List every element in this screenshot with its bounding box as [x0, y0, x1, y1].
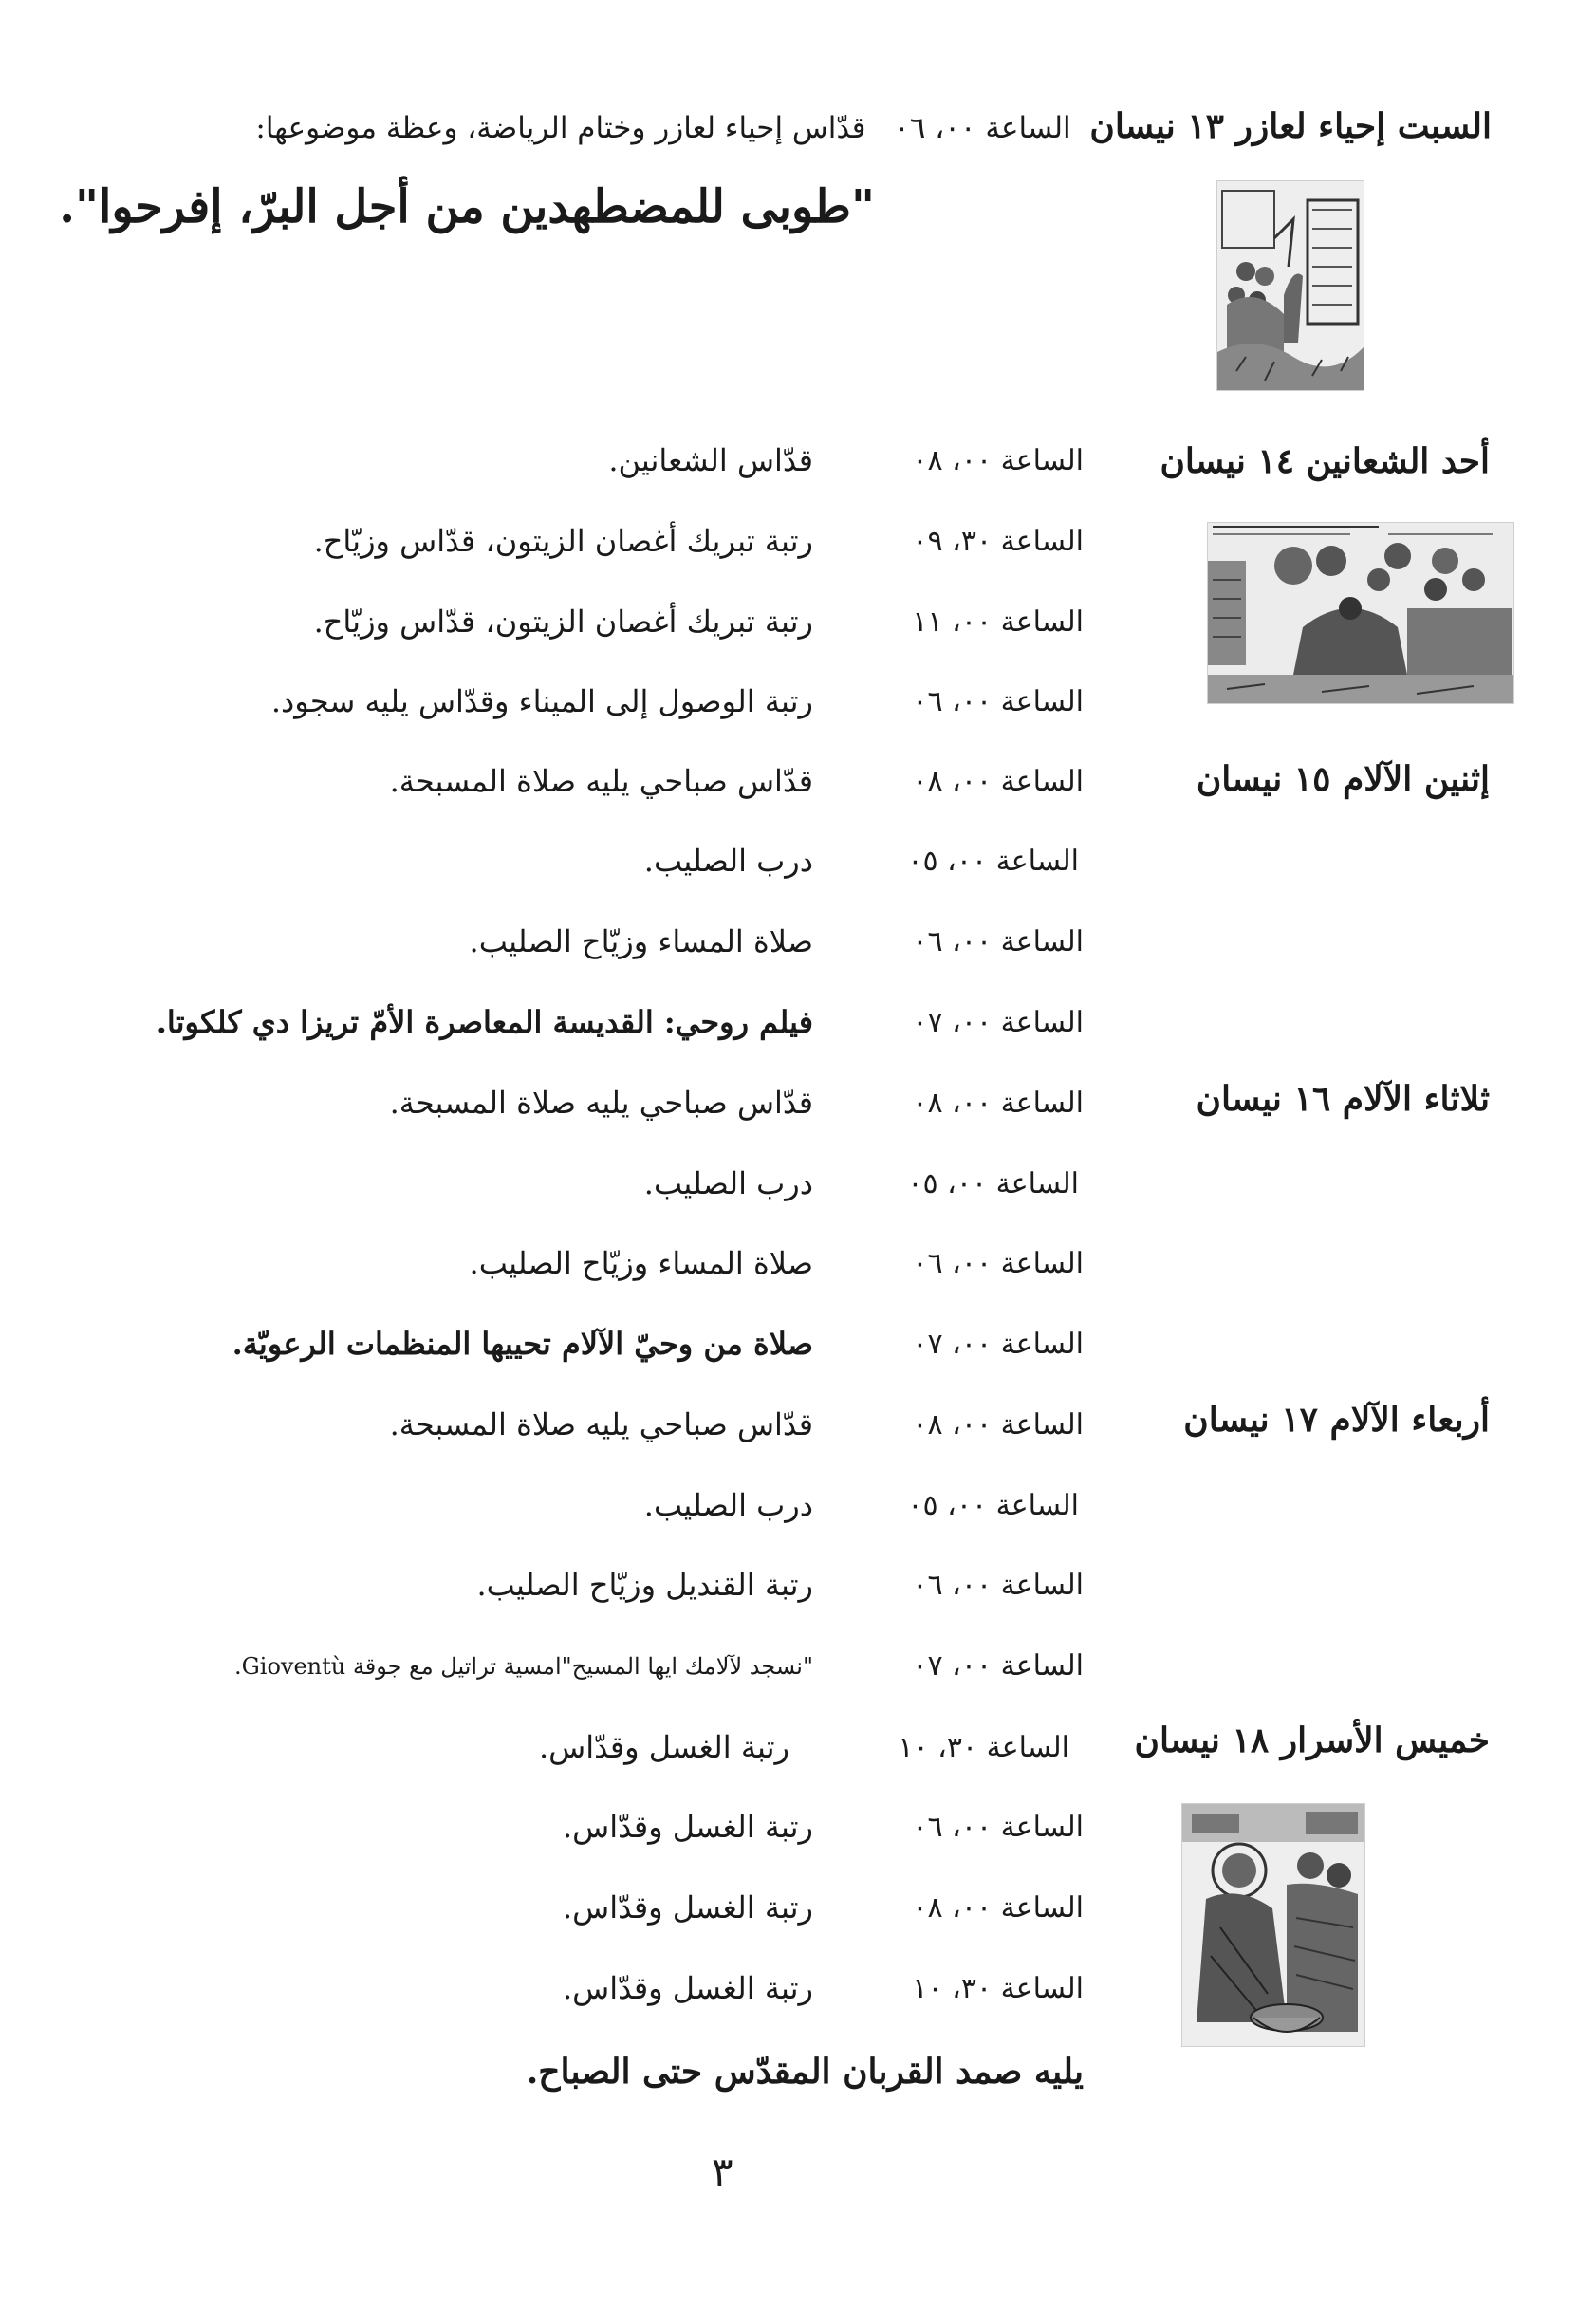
entry-time: الساعة ٠٠، ٠٧ — [912, 1649, 1084, 1683]
day-heading-holy-wednesday: أربعاء الآلام ١٧ نيسان — [1183, 1400, 1490, 1440]
entry-time: الساعة ٠٠، ٠٨ — [912, 1891, 1084, 1925]
entry-text: رتبة القنديل وزيّاح الصليب. — [476, 1567, 813, 1603]
header-quote: "طوبى للمضطهدين من أجل البرّ، إفرحوا". — [59, 180, 875, 233]
entry-time: الساعة ٣٠، ٠٩ — [912, 525, 1084, 558]
entry-time: الساعة ٠٠، ٠٦ — [912, 685, 1084, 718]
entry-text: فيلم روحي: القديسة المعاصرة الأمّ تريزا دي كلكوتا. — [156, 1004, 813, 1040]
entry-text: "نسجد لآلامك ايها المسيح"امسية تراتيل مع جوقة Gioventù. — [233, 1653, 813, 1680]
entry-text: قدّاس صباحي يليه صلاة المسبحة. — [389, 763, 813, 799]
entry-time: الساعة ٠٠، ٠٦ — [912, 1247, 1084, 1280]
entry-text: درب الصليب. — [643, 843, 813, 879]
palm-sunday-icon — [1207, 522, 1514, 704]
day-heading-palm-sunday: أحد الشعانين ١٤ نيسان — [1160, 441, 1490, 481]
entry-text: رتبة الغسل وقدّاس. — [562, 1970, 813, 2006]
entry-text: رتبة الغسل وقدّاس. — [562, 1809, 813, 1845]
entry-text: درب الصليب. — [643, 1165, 813, 1201]
foot-washing-icon — [1181, 1803, 1365, 2047]
entry-time: الساعة ٠٠، ٠٨ — [912, 765, 1084, 798]
entry-text: رتبة الوصول إلى الميناء وقدّاس يليه سجود. — [270, 683, 813, 719]
entry-text: رتبة الغسل وقدّاس. — [538, 1729, 789, 1765]
day-heading-holy-monday: إثنين الآلام ١٥ نيسان — [1196, 759, 1490, 799]
entry-text: قدّاس صباحي يليه صلاة المسبحة. — [389, 1085, 813, 1121]
header-text: قدّاس إحياء لعازر وختام الرياضة، وعظة موضوعها: — [255, 111, 866, 145]
entry-text: صلاة من وحيّ الآلام تحييها المنظمات الرعويّة. — [232, 1326, 813, 1362]
entry-time: الساعة ٠٠، ٠٦ — [912, 925, 1084, 958]
lazarus-icon — [1216, 180, 1364, 391]
entry-time: الساعة ٠٠، ٠٦ — [912, 1811, 1084, 1844]
page-number: ٣ — [712, 2149, 733, 2195]
entry-text: صلاة المساء وزيّاح الصليب. — [469, 923, 813, 959]
entry-text: صلاة المساء وزيّاح الصليب. — [469, 1245, 813, 1281]
closing-line: يليه صمد القربان المقدّس حتى الصباح. — [526, 2052, 1084, 2092]
entry-time: الساعة ٣٠، ١٠ — [912, 1972, 1084, 2005]
entry-time: الساعة ٠٠، ٠٨ — [912, 1408, 1084, 1442]
entry-time: الساعة ٠٠، ٠٥ — [907, 845, 1079, 878]
entry-time: الساعة ٣٠، ١٠ — [898, 1731, 1069, 1764]
entry-time: الساعة ٠٠، ٠٦ — [912, 1569, 1084, 1602]
header-line — [255, 106, 1492, 146]
entry-time: الساعة ٠٠، ١١ — [912, 605, 1084, 639]
day-heading-holy-tuesday: ثلاثاء الآلام ١٦ نيسان — [1196, 1079, 1490, 1119]
entry-text: درب الصليب. — [643, 1487, 813, 1523]
entry-time: الساعة ٠٠، ٠٧ — [912, 1006, 1084, 1039]
entry-time: الساعة ٠٠، ٠٨ — [912, 1087, 1084, 1120]
entry-time: الساعة ٠٠، ٠٧ — [912, 1328, 1084, 1361]
entry-text: قدّاس الشعانين. — [608, 442, 813, 478]
day-heading-holy-thursday: خميس الأسرار ١٨ نيسان — [1134, 1721, 1490, 1760]
entry-time: الساعة ٠٠، ٠٥ — [907, 1489, 1079, 1522]
entry-text: رتبة تبريك أغصان الزيتون، قدّاس وزيّاح. — [313, 604, 813, 640]
entry-text: رتبة تبريك أغصان الزيتون، قدّاس وزيّاح. — [313, 523, 813, 559]
entry-time: الساعة ٠٠، ٠٥ — [907, 1167, 1079, 1200]
entry-text: رتبة الغسل وقدّاس. — [562, 1889, 813, 1926]
header-day: السبت إحياء لعازر ١٣ نيسان — [1089, 106, 1492, 146]
entry-time: الساعة ٠٠، ٠٨ — [912, 444, 1084, 477]
entry-text: قدّاس صباحي يليه صلاة المسبحة. — [389, 1406, 813, 1442]
header-time: الساعة ٠٠، ٠٦ — [894, 111, 1071, 145]
